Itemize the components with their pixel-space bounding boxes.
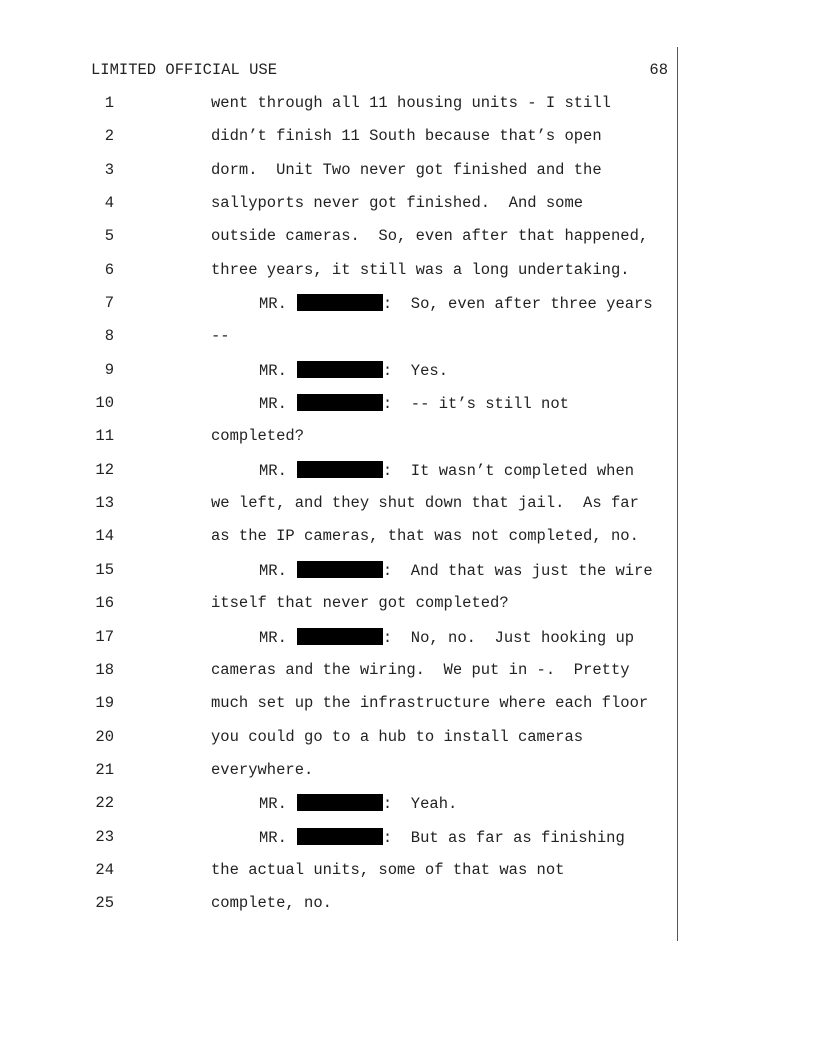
transcript-line [0, 394, 680, 427]
line-text [211, 327, 230, 345]
spoken-text: didn’t finish 11 South because that’s open [211, 127, 602, 146]
line-number: 9 [104, 360, 114, 379]
transcript-line [0, 728, 680, 761]
line-text [211, 894, 332, 912]
transcript-line [0, 861, 680, 894]
spoken-text: outside cameras. So, even after that happened, [211, 227, 649, 246]
spoken-text: : But as far as finishing [382, 828, 625, 847]
line-text [259, 394, 569, 413]
spoken-text: complete, no. [211, 894, 332, 913]
transcript-line [0, 94, 680, 127]
line-number: 8 [104, 327, 114, 346]
spoken-text: -- [211, 327, 230, 346]
transcript-line [0, 561, 680, 594]
transcript-line [0, 461, 680, 494]
transcript-line [0, 261, 680, 294]
spoken-text: dorm. Unit Two never got finished and the [211, 160, 602, 179]
redaction-box [297, 561, 383, 578]
transcript-line [0, 161, 680, 194]
line-number: 23 [95, 827, 114, 846]
transcript-line [0, 761, 680, 794]
spoken-text: : And that was just the wire [382, 561, 653, 580]
line-number: 21 [95, 760, 114, 779]
transcript-line [0, 661, 680, 694]
transcript-line [0, 361, 680, 394]
spoken-text: itself that never got completed? [211, 594, 509, 613]
spoken-text: went through all 11 housing units - I still [211, 94, 611, 112]
line-number: 14 [95, 527, 114, 546]
line-text [211, 527, 639, 545]
transcript-line [0, 894, 680, 927]
line-text [211, 127, 602, 145]
redaction-box [297, 294, 383, 311]
transcript-line [0, 294, 680, 327]
spoken-text: : Yeah. [382, 795, 458, 814]
redaction-box [297, 794, 383, 811]
line-text [259, 461, 634, 480]
line-text [259, 561, 653, 580]
line-text [259, 294, 653, 313]
line-text [211, 261, 630, 279]
transcript-lines [0, 94, 680, 928]
spoken-text: : Yes. [382, 361, 449, 380]
speaker-label: MR. [259, 795, 287, 814]
line-number: 6 [104, 260, 114, 279]
transcript-line [0, 527, 680, 560]
spoken-text: you could go to a hub to install cameras [211, 727, 584, 746]
line-text [211, 94, 611, 112]
transcript-line [0, 594, 680, 627]
spoken-text: : No, no. Just hooking up [382, 628, 635, 647]
speaker-label: MR. [259, 628, 287, 647]
speaker-label: MR. [259, 295, 287, 314]
transcript-line [0, 327, 680, 360]
line-number: 7 [104, 294, 114, 313]
line-text [211, 161, 602, 179]
speaker-label: MR. [259, 361, 287, 380]
line-text [211, 494, 639, 512]
spoken-text: three years, it still was a long undertaking. [211, 260, 630, 279]
line-number: 17 [95, 627, 114, 646]
line-number: 20 [95, 727, 114, 746]
transcript-line [0, 794, 680, 827]
line-number: 1 [104, 94, 114, 112]
line-text [211, 427, 304, 445]
spoken-text: everywhere. [211, 760, 314, 779]
line-number: 5 [104, 227, 114, 246]
line-number: 3 [104, 160, 114, 179]
line-number: 25 [95, 894, 114, 913]
spoken-text: : -- it’s still not [382, 395, 569, 414]
transcript-line [0, 494, 680, 527]
line-number: 19 [95, 694, 114, 713]
line-number: 18 [95, 660, 114, 679]
line-text [211, 661, 630, 679]
line-text [211, 694, 648, 712]
redaction-box [297, 828, 383, 845]
transcript-line [0, 628, 680, 661]
line-number: 22 [95, 794, 114, 813]
line-number: 24 [95, 860, 114, 879]
line-number: 4 [104, 194, 114, 213]
spoken-text: : So, even after three years [382, 295, 653, 314]
speaker-label: MR. [259, 461, 287, 480]
redaction-box [297, 394, 383, 411]
line-text [211, 728, 583, 746]
transcript-line [0, 694, 680, 727]
line-number: 2 [104, 127, 114, 146]
classification-header: LIMITED OFFICIAL USE [91, 61, 278, 79]
line-number: 12 [95, 460, 114, 479]
line-number: 10 [95, 394, 114, 413]
line-text [211, 227, 648, 245]
transcript-line [0, 427, 680, 460]
spoken-text: sallyports never got finished. And some [211, 194, 584, 213]
line-text [211, 594, 509, 612]
transcript-line [0, 227, 680, 260]
redaction-box [297, 361, 383, 378]
line-number: 15 [95, 560, 114, 579]
spoken-text: as the IP cameras, that was not completed, no. [211, 527, 639, 546]
spoken-text: cameras and the wiring. We put in -. Pretty [211, 660, 630, 679]
line-number: 13 [95, 494, 114, 513]
transcript-line [0, 127, 680, 160]
speaker-label: MR. [259, 395, 287, 414]
speaker-label: MR. [259, 828, 287, 847]
transcript-line [0, 194, 680, 227]
line-text [211, 761, 313, 779]
redaction-box [297, 628, 383, 645]
line-number: 16 [95, 594, 114, 613]
spoken-text: the actual units, some of that was not [211, 860, 565, 879]
page-number: 68 [649, 61, 668, 79]
line-number: 11 [95, 427, 114, 446]
line-text [259, 628, 634, 647]
line-text [259, 794, 457, 813]
speaker-label: MR. [259, 561, 287, 580]
spoken-text: we left, and they shut down that jail. As far [211, 494, 639, 513]
redaction-box [297, 461, 383, 478]
line-text [259, 828, 625, 847]
spoken-text: completed? [211, 427, 305, 446]
spoken-text: : It wasn’t completed when [382, 461, 635, 480]
line-text [211, 194, 583, 212]
line-text [259, 361, 448, 380]
line-text [211, 861, 564, 879]
transcript-line [0, 828, 680, 861]
spoken-text: much set up the infrastructure where each floor [211, 694, 649, 713]
